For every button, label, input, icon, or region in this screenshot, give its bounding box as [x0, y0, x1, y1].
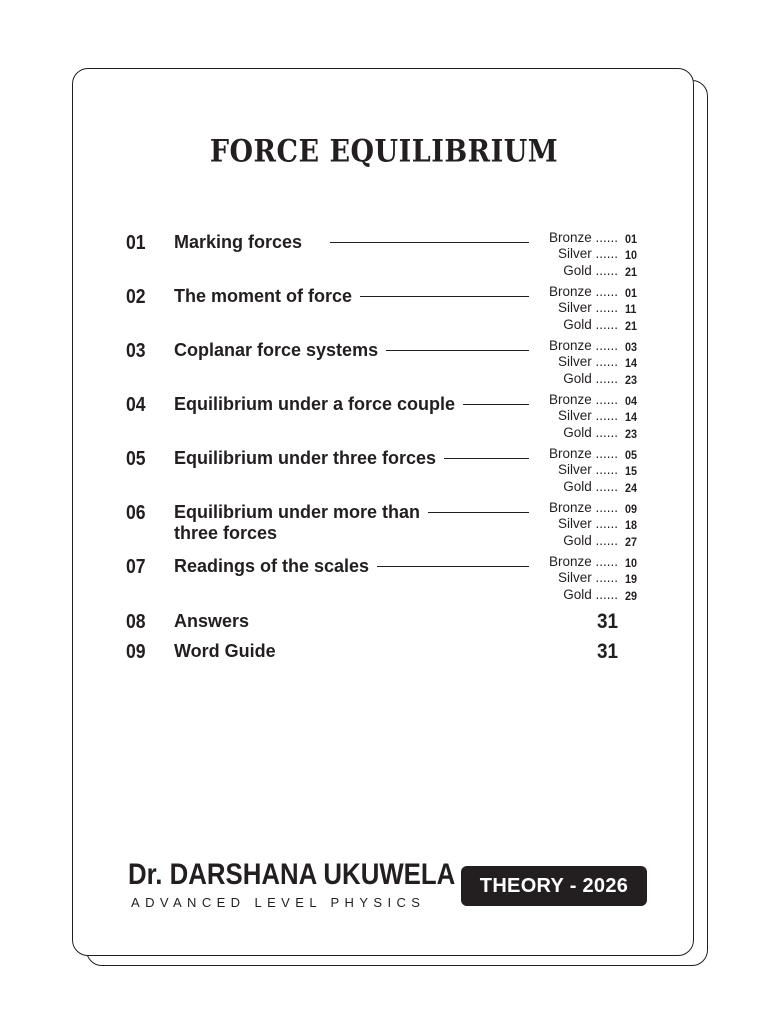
level-label: Gold ......	[563, 532, 618, 548]
level-gold	[510, 479, 642, 495]
level-page: 14	[625, 410, 638, 425]
chapter-title: Equilibrium under a force couple	[174, 394, 463, 415]
level-label: Gold ......	[563, 424, 618, 440]
level-label: Bronze ......	[548, 554, 618, 569]
level-page: 10	[625, 248, 638, 263]
level-silver	[510, 462, 642, 478]
level-silver	[510, 354, 642, 370]
level-label: Silver ......	[557, 300, 618, 316]
level-silver	[510, 408, 642, 424]
level-page: 09	[625, 502, 638, 516]
level-list	[510, 446, 642, 495]
level-label: Silver ......	[557, 516, 618, 532]
level-silver	[510, 570, 642, 586]
level-list	[510, 500, 642, 549]
level-silver	[510, 300, 642, 316]
chapter-number: 06	[126, 502, 146, 524]
level-label: Gold ......	[563, 370, 618, 386]
level-list	[510, 338, 642, 387]
level-bronze	[510, 338, 642, 354]
level-gold	[510, 371, 642, 387]
level-page: 18	[625, 518, 638, 533]
level-page: 10	[625, 556, 638, 570]
level-bronze	[510, 500, 642, 516]
level-label: Silver ......	[557, 570, 618, 586]
author-name: Dr. DARSHANA UKUWELA	[128, 858, 456, 891]
level-bronze	[510, 554, 642, 570]
level-gold	[510, 533, 642, 549]
chapter-title-line2: three forces	[174, 523, 285, 544]
level-label: Silver ......	[557, 408, 618, 424]
level-page: 21	[625, 318, 638, 333]
chapter-title: The moment of force	[174, 286, 360, 307]
level-page: 23	[625, 426, 638, 441]
level-bronze	[510, 446, 642, 462]
level-label: Bronze ......	[548, 230, 618, 245]
chapter-number: 07	[126, 556, 146, 578]
level-gold	[510, 587, 642, 603]
chapter-number: 02	[126, 286, 146, 308]
level-page: 24	[625, 480, 638, 495]
level-label: Silver ......	[557, 246, 618, 262]
level-page: 04	[625, 394, 638, 408]
level-bronze	[510, 230, 642, 246]
level-list	[510, 392, 642, 441]
level-gold	[510, 317, 642, 333]
level-page: 15	[625, 464, 638, 479]
level-bronze	[510, 392, 642, 408]
level-page: 23	[625, 372, 638, 387]
level-page: 19	[625, 572, 638, 587]
level-gold	[510, 263, 642, 279]
level-bronze	[510, 284, 642, 300]
level-gold	[510, 425, 642, 441]
chapter-title: Word Guide	[174, 641, 284, 662]
level-page: 27	[625, 534, 638, 549]
level-page: 14	[625, 356, 638, 371]
level-page: 05	[625, 448, 638, 462]
level-label: Silver ......	[557, 462, 618, 478]
chapter-number: 08	[126, 611, 146, 633]
level-label: Bronze ......	[548, 284, 618, 299]
level-page: 21	[625, 264, 638, 279]
level-label: Gold ......	[563, 586, 618, 602]
level-silver	[510, 246, 642, 262]
level-label: Bronze ......	[548, 392, 618, 407]
level-list	[510, 554, 642, 603]
level-label: Bronze ......	[548, 500, 618, 515]
level-page: 11	[625, 302, 637, 317]
chapter-number: 03	[126, 340, 146, 362]
chapter-title-line1: Equilibrium under more than	[174, 502, 428, 523]
level-page: 03	[625, 340, 638, 354]
level-list	[510, 230, 642, 279]
level-page: 29	[625, 588, 638, 603]
chapter-number: 09	[126, 641, 146, 663]
chapter-page: 31	[597, 640, 619, 663]
chapter-title: Marking forces	[174, 232, 310, 253]
level-silver	[510, 516, 642, 532]
chapter-page: 31	[597, 610, 619, 633]
level-page: 01	[625, 232, 638, 246]
level-label: Bronze ......	[548, 446, 618, 461]
level-label: Silver ......	[557, 354, 618, 370]
level-label: Gold ......	[563, 316, 618, 332]
chapter-number: 05	[126, 448, 146, 470]
chapter-number: 04	[126, 394, 146, 416]
chapter-number: 01	[126, 232, 146, 254]
level-list	[510, 284, 642, 333]
chapter-title: Readings of the scales	[174, 556, 377, 577]
chapter-title: Equilibrium under three forces	[174, 448, 444, 469]
page-title: FORCE EQUILIBRIUM	[209, 133, 559, 170]
series-subtitle: ADVANCED LEVEL PHYSICS	[131, 895, 426, 910]
leader-line	[330, 242, 529, 243]
level-label: Gold ......	[563, 262, 618, 278]
chapter-title: Answers	[174, 611, 257, 632]
level-page: 01	[625, 286, 638, 300]
level-label: Bronze ......	[548, 338, 618, 353]
theory-badge: THEORY - 2026	[461, 866, 647, 906]
level-label: Gold ......	[563, 478, 618, 494]
chapter-title: Coplanar force systems	[174, 340, 386, 361]
